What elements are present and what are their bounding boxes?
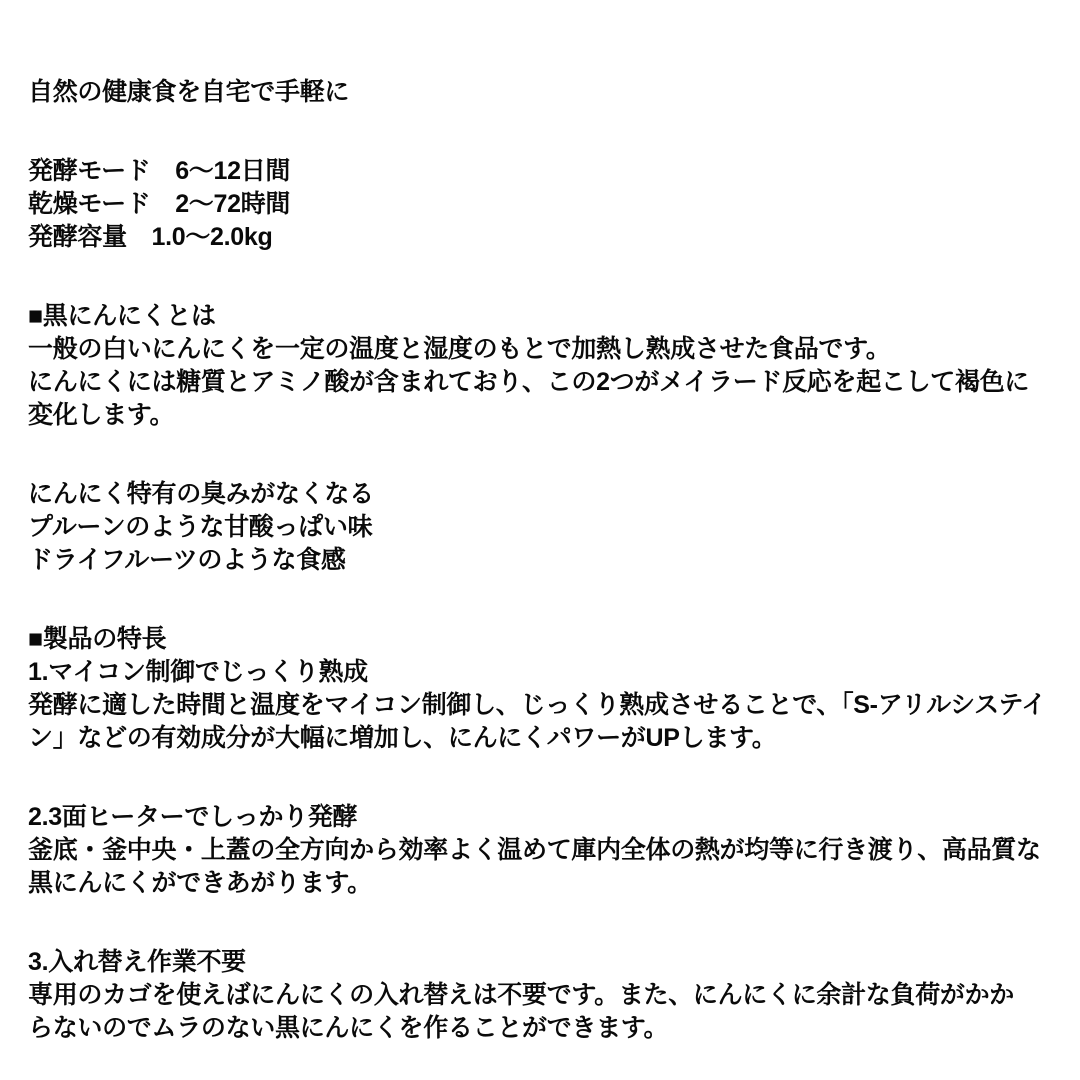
feature-title: 3.入れ替え作業不要 (28, 948, 246, 976)
benefit-line: ドライフルーツのような食感 (28, 546, 346, 574)
benefit-line: にんにく特有の臭みがなくなる (28, 480, 374, 508)
feature-1-block (28, 623, 1052, 755)
text-line: 専用のカゴを使えばにんにくの入れ替えは不要です。また、にんにくに余計な負荷がかか (28, 981, 1015, 1009)
catchphrase-block (28, 76, 1052, 109)
text-line: 釜底・釜中央・上蓋の全方向から効率よく温めて庫内全体の熱が均等に行き渡り、高品質な (28, 836, 1041, 864)
text-line: 黒にんにくができあがります。 (28, 869, 372, 897)
benefit-line: プルーンのような甘酸っぱい味 (28, 513, 373, 541)
about-black-garlic-block (28, 300, 1052, 432)
feature-title: 2.3面ヒーターでしっかり発酵 (28, 803, 358, 831)
spec-line-capacity: 発酵容量 1.0～2.0kg (28, 223, 273, 251)
spec-line-drying-mode: 乾燥モード 2～72時間 (28, 190, 291, 218)
benefits-block (28, 478, 1052, 577)
section-heading: ■製品の特長 (28, 625, 167, 653)
feature-title: 1.マイコン制御でじっくり熟成 (28, 658, 368, 686)
text-line: 一般の白いにんにくを一定の温度と湿度のもとで加熱し熟成させた食品です。 (28, 335, 891, 363)
spec-line-fermentation-mode: 発酵モード 6～12日間 (28, 157, 291, 185)
text-line: 変化します。 (28, 401, 175, 429)
feature-2-block (28, 801, 1052, 900)
section-heading: ■黒にんにくとは (28, 302, 216, 330)
feature-3-block (28, 946, 1052, 1045)
text-line: にんにくには糖質とアミノ酸が含まれており、この2つがメイラード反応を起こして褐色に (28, 368, 1030, 396)
specs-block (28, 155, 1052, 254)
text-line: らないのでムラのない黒にんにくを作ることができます。 (28, 1014, 669, 1042)
text-line: ン」などの有効成分が大幅に増加し、にんにくパワーがUPします。 (28, 724, 777, 752)
catchphrase: 自然の健康食を自宅で手軽に (28, 78, 350, 106)
text-line: 発酵に適した時間と温度をマイコン制御し、じっくり熟成させることで、「S-アリルシステイ (28, 691, 1046, 719)
